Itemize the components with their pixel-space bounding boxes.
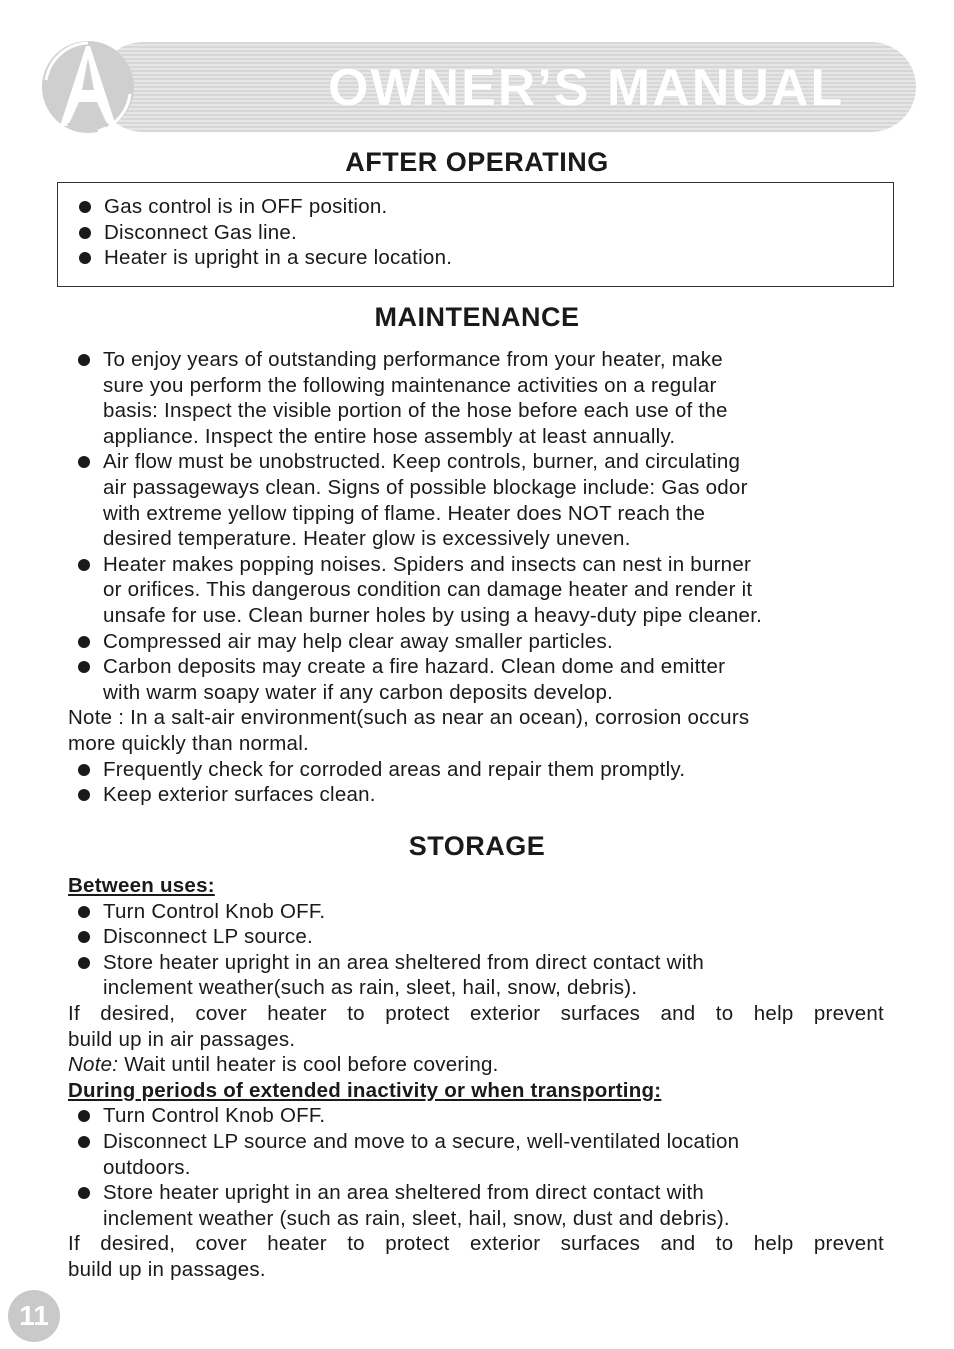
- after-operating-box: [57, 182, 894, 287]
- list-item: Carbon deposits may create a fire hazard. Clean dome and emitter: [68, 654, 888, 680]
- note-line: [68, 1052, 884, 1078]
- list-item: Store heater upright in an area sheltered from direct contact with: [68, 1180, 884, 1206]
- list-item-continuation: outdoors.: [103, 1155, 191, 1179]
- paragraph-line: If desired, cover heater to protect exterior surfaces and to help prevent: [68, 1232, 884, 1256]
- list-item-continuation: with warm soapy water if any carbon deposits develop.: [103, 680, 614, 704]
- list-item: Disconnect Gas line.: [69, 220, 452, 246]
- list-item-continuation: appliance. Inspect the entire hose assembly at least annually.: [103, 424, 676, 448]
- list-item: Disconnect LP source.: [68, 924, 884, 950]
- storage-section: [68, 873, 884, 1283]
- note-text: Wait until heater is cool before covering.: [118, 1053, 499, 1077]
- list-item: Air flow must be unobstructed. Keep controls, burner, and circulating: [68, 449, 888, 475]
- paragraph-line: build up in passages.: [68, 1257, 266, 1281]
- list-item: Frequently check for corroded areas and repair them promptly.: [68, 757, 888, 783]
- header-banner: [38, 40, 916, 134]
- tower-logo-icon: [38, 40, 144, 134]
- list-item: Keep exterior surfaces clean.: [68, 782, 888, 808]
- maintenance-section: [68, 347, 888, 808]
- after-operating-heading: AFTER OPERATING: [345, 147, 609, 177]
- list-item: Compressed air may help clear away smaller particles.: [68, 629, 888, 655]
- list-item: Heater is upright in a secure location.: [69, 245, 452, 271]
- storage-heading: STORAGE: [408, 831, 546, 861]
- list-item: Disconnect LP source and move to a secure, well-ventilated location: [68, 1129, 884, 1155]
- list-item-continuation: sure you perform the following maintenance activities on a regular: [103, 373, 717, 397]
- list-item-continuation: desired temperature. Heater glow is excessively uneven.: [103, 527, 631, 551]
- paragraph-line: build up in air passages.: [68, 1027, 296, 1051]
- manual-title: OWNER’S MANUAL: [328, 59, 845, 117]
- note-text: more quickly than normal.: [68, 731, 309, 755]
- list-item-continuation: air passageways clean. Signs of possible blockage include: Gas odor: [103, 475, 748, 499]
- list-item: To enjoy years of outstanding performance from your heater, make: [68, 347, 888, 373]
- extended-inactivity-heading: During periods of extended inactivity or when transporting:: [68, 1078, 662, 1102]
- list-item: Turn Control Knob OFF.: [68, 1103, 884, 1129]
- list-item-continuation: with extreme yellow tipping of flame. Heater does NOT reach the: [103, 501, 706, 525]
- list-item-continuation: or orifices. This dangerous condition can damage heater and render it: [103, 578, 753, 602]
- list-item: Gas control is in OFF position.: [69, 194, 452, 220]
- page-number: 11: [8, 1290, 60, 1342]
- list-item-continuation: inclement weather(such as rain, sleet, hail, snow, debris).: [103, 976, 638, 1000]
- maintenance-heading: MAINTENANCE: [374, 302, 580, 332]
- banner-bar: [98, 42, 916, 132]
- note-text: Note : In a salt-air environment(such as near an ocean), corrosion occurs: [68, 706, 750, 730]
- list-item-continuation: inclement weather (such as rain, sleet, hail, snow, dust and debris).: [103, 1206, 730, 1230]
- list-item: Turn Control Knob OFF.: [68, 899, 884, 925]
- list-item: Store heater upright in an area sheltered from direct contact with: [68, 950, 884, 976]
- note-label: Note:: [68, 1053, 119, 1077]
- list-item-continuation: basis: Inspect the visible portion of the hose before each use of the: [103, 399, 728, 423]
- list-item: Heater makes popping noises. Spiders and insects can nest in burner: [68, 552, 888, 578]
- list-item-continuation: unsafe for use. Clean burner holes by using a heavy-duty pipe cleaner.: [103, 603, 763, 627]
- between-uses-heading: Between uses:: [68, 874, 215, 897]
- paragraph-line: If desired, cover heater to protect exterior surfaces and to help prevent: [68, 1001, 884, 1025]
